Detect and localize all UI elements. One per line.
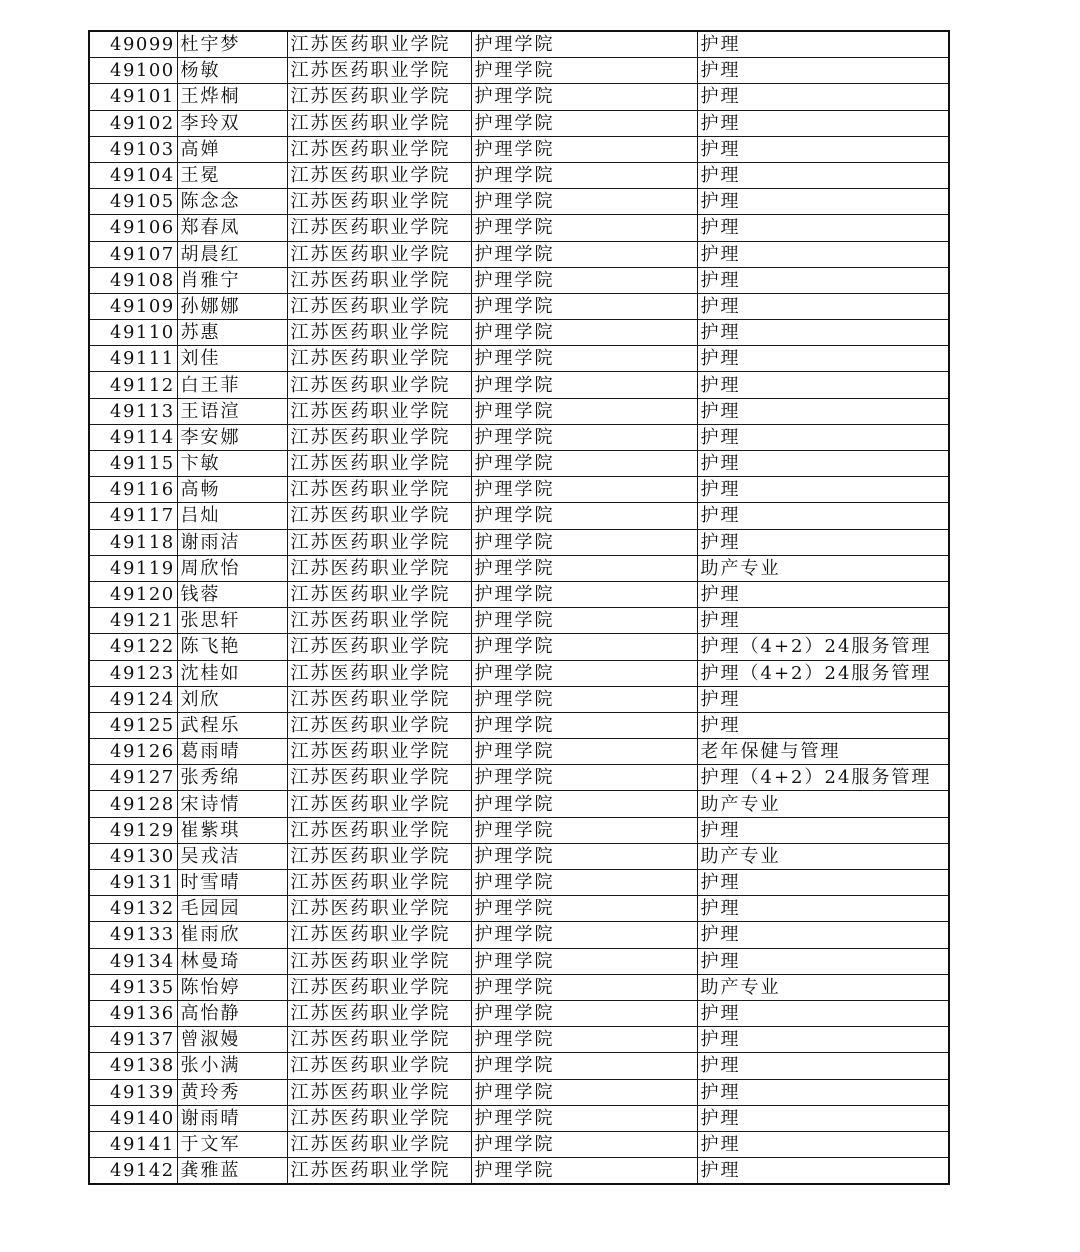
table-row [89,320,949,346]
school-cell: 江苏医药职业学院 [287,843,471,869]
student-number-cell: 49117 [89,503,177,529]
major-cell: 护理 [697,84,949,110]
college-cell: 护理学院 [471,817,697,843]
major-cell: 护理 [697,1000,949,1026]
table-row [89,974,949,1000]
student-name-cell: 吕灿 [177,503,287,529]
major-cell: 护理 [697,712,949,738]
major-cell: 护理 [697,686,949,712]
student-name-cell: 胡晨红 [177,241,287,267]
table-row [89,1158,949,1185]
table-row [89,136,949,162]
school-cell: 江苏医药职业学院 [287,739,471,765]
student-number-cell: 49133 [89,922,177,948]
major-cell: 护理 [697,372,949,398]
college-cell: 护理学院 [471,896,697,922]
student-number-cell: 49141 [89,1131,177,1157]
major-cell: 护理 [697,896,949,922]
school-cell: 江苏医药职业学院 [287,1000,471,1026]
student-name-cell: 王冕 [177,162,287,188]
major-cell: 护理 [697,581,949,607]
school-cell: 江苏医药职业学院 [287,712,471,738]
table-row [89,84,949,110]
student-name-cell: 王语渲 [177,398,287,424]
student-number-cell: 49115 [89,451,177,477]
college-cell: 护理学院 [471,293,697,319]
college-cell: 护理学院 [471,529,697,555]
student-name-cell: 陈念念 [177,189,287,215]
student-name-cell: 张秀绵 [177,765,287,791]
school-cell: 江苏医药职业学院 [287,398,471,424]
college-cell: 护理学院 [471,215,697,241]
college-cell: 护理学院 [471,136,697,162]
college-cell: 护理学院 [471,267,697,293]
college-cell: 护理学院 [471,451,697,477]
student-name-cell: 曾淑嫚 [177,1027,287,1053]
school-cell: 江苏医药职业学院 [287,765,471,791]
student-name-cell: 高婵 [177,136,287,162]
school-cell: 江苏医药职业学院 [287,870,471,896]
student-number-cell: 49132 [89,896,177,922]
school-cell: 江苏医药职业学院 [287,1131,471,1157]
student-number-cell: 49139 [89,1079,177,1105]
school-cell: 江苏医药职业学院 [287,31,471,58]
student-name-cell: 谢雨洁 [177,529,287,555]
student-number-cell: 49134 [89,948,177,974]
student-number-cell: 49120 [89,581,177,607]
student-name-cell: 王烨桐 [177,84,287,110]
student-name-cell: 黄玲秀 [177,1079,287,1105]
table-row [89,608,949,634]
major-cell: 护理 [697,215,949,241]
student-name-cell: 陈怡婷 [177,974,287,1000]
student-name-cell: 高怡静 [177,1000,287,1026]
table-row [89,215,949,241]
student-name-cell: 李安娜 [177,424,287,450]
student-name-cell: 陈飞艳 [177,634,287,660]
student-number-cell: 49119 [89,555,177,581]
student-number-cell: 49104 [89,162,177,188]
college-cell: 护理学院 [471,608,697,634]
table-row [89,189,949,215]
school-cell: 江苏医药职业学院 [287,608,471,634]
student-number-cell: 49128 [89,791,177,817]
table-row [89,398,949,424]
college-cell: 护理学院 [471,31,697,58]
college-cell: 护理学院 [471,1027,697,1053]
student-number-cell: 49123 [89,660,177,686]
school-cell: 江苏医药职业学院 [287,817,471,843]
major-cell: 护理 [697,870,949,896]
table-row [89,110,949,136]
college-cell: 护理学院 [471,712,697,738]
table-row [89,634,949,660]
school-cell: 江苏医药职业学院 [287,267,471,293]
table-row [89,293,949,319]
major-cell: 护理 [697,529,949,555]
table-row [89,1053,949,1079]
school-cell: 江苏医药职业学院 [287,948,471,974]
student-number-cell: 49126 [89,739,177,765]
student-name-cell: 郑春凤 [177,215,287,241]
student-number-cell: 49130 [89,843,177,869]
school-cell: 江苏医药职业学院 [287,503,471,529]
student-number-cell: 49129 [89,817,177,843]
school-cell: 江苏医药职业学院 [287,791,471,817]
school-cell: 江苏医药职业学院 [287,581,471,607]
college-cell: 护理学院 [471,1131,697,1157]
student-number-cell: 49138 [89,1053,177,1079]
college-cell: 护理学院 [471,948,697,974]
table-row [89,843,949,869]
student-number-cell: 49127 [89,765,177,791]
student-number-cell: 49125 [89,712,177,738]
school-cell: 江苏医药职业学院 [287,241,471,267]
student-name-cell: 毛园园 [177,896,287,922]
college-cell: 护理学院 [471,1158,697,1185]
school-cell: 江苏医药职业学院 [287,555,471,581]
student-name-cell: 卞敏 [177,451,287,477]
major-cell: 护理 [697,1158,949,1185]
major-cell: 护理 [697,110,949,136]
table-row [89,791,949,817]
student-name-cell: 孙娜娜 [177,293,287,319]
student-number-cell: 49103 [89,136,177,162]
school-cell: 江苏医药职业学院 [287,136,471,162]
student-number-cell: 49124 [89,686,177,712]
student-name-cell: 肖雅宁 [177,267,287,293]
student-number-cell: 49137 [89,1027,177,1053]
major-cell: 护理 [697,320,949,346]
student-name-cell: 龚雅蓝 [177,1158,287,1185]
table-row [89,581,949,607]
student-name-cell: 钱蓉 [177,581,287,607]
student-name-cell: 杨敏 [177,58,287,84]
table-row [89,870,949,896]
table-row [89,31,949,58]
school-cell: 江苏医药职业学院 [287,215,471,241]
college-cell: 护理学院 [471,870,697,896]
table-row [89,1079,949,1105]
major-cell: 护理 [697,189,949,215]
college-cell: 护理学院 [471,162,697,188]
school-cell: 江苏医药职业学院 [287,634,471,660]
school-cell: 江苏医药职业学院 [287,1027,471,1053]
school-cell: 江苏医药职业学院 [287,477,471,503]
table-row [89,555,949,581]
college-cell: 护理学院 [471,424,697,450]
student-number-cell: 49121 [89,608,177,634]
table-row [89,346,949,372]
school-cell: 江苏医药职业学院 [287,1158,471,1185]
student-name-cell: 苏惠 [177,320,287,346]
student-number-cell: 49118 [89,529,177,555]
student-name-cell: 崔雨欣 [177,922,287,948]
major-cell: 助产专业 [697,974,949,1000]
student-number-cell: 49140 [89,1105,177,1131]
school-cell: 江苏医药职业学院 [287,660,471,686]
table-row [89,817,949,843]
table-row [89,267,949,293]
school-cell: 江苏医药职业学院 [287,922,471,948]
college-cell: 护理学院 [471,686,697,712]
school-cell: 江苏医药职业学院 [287,84,471,110]
student-number-cell: 49114 [89,424,177,450]
college-cell: 护理学院 [471,58,697,84]
school-cell: 江苏医药职业学院 [287,686,471,712]
school-cell: 江苏医药职业学院 [287,424,471,450]
table-row [89,1131,949,1157]
major-cell: 护理 [697,267,949,293]
student-name-cell: 谢雨晴 [177,1105,287,1131]
school-cell: 江苏医药职业学院 [287,1105,471,1131]
student-name-cell: 高畅 [177,477,287,503]
major-cell: 助产专业 [697,791,949,817]
college-cell: 护理学院 [471,189,697,215]
student-name-cell: 武程乐 [177,712,287,738]
major-cell: 护理（4+2）24服务管理 [697,660,949,686]
major-cell: 护理 [697,817,949,843]
table-row [89,503,949,529]
major-cell: 护理 [697,241,949,267]
student-number-cell: 49106 [89,215,177,241]
student-number-cell: 49136 [89,1000,177,1026]
student-number-cell: 49102 [89,110,177,136]
student-name-cell: 刘佳 [177,346,287,372]
student-number-cell: 49110 [89,320,177,346]
table-row [89,372,949,398]
student-name-cell: 吴戎洁 [177,843,287,869]
student-name-cell: 林曼琦 [177,948,287,974]
college-cell: 护理学院 [471,581,697,607]
school-cell: 江苏医药职业学院 [287,372,471,398]
school-cell: 江苏医药职业学院 [287,293,471,319]
table-row [89,896,949,922]
major-cell: 护理 [697,1131,949,1157]
student-name-cell: 时雪晴 [177,870,287,896]
major-cell: 护理（4+2）24服务管理 [697,765,949,791]
student-name-cell: 于文军 [177,1131,287,1157]
college-cell: 护理学院 [471,372,697,398]
major-cell: 护理 [697,1105,949,1131]
college-cell: 护理学院 [471,503,697,529]
table-row [89,529,949,555]
table-row [89,241,949,267]
student-number-cell: 49108 [89,267,177,293]
student-name-cell: 杜宇梦 [177,31,287,58]
college-cell: 护理学院 [471,110,697,136]
student-name-cell: 周欣怡 [177,555,287,581]
student-number-cell: 49111 [89,346,177,372]
table-row [89,922,949,948]
major-cell: 护理 [697,346,949,372]
student-name-cell: 张小满 [177,1053,287,1079]
table-row [89,162,949,188]
table-row [89,948,949,974]
table-row [89,477,949,503]
major-cell: 护理 [697,1079,949,1105]
school-cell: 江苏医药职业学院 [287,974,471,1000]
school-cell: 江苏医药职业学院 [287,896,471,922]
major-cell: 护理 [697,58,949,84]
school-cell: 江苏医药职业学院 [287,529,471,555]
student-name-cell: 葛雨晴 [177,739,287,765]
student-name-cell: 沈桂如 [177,660,287,686]
major-cell: 护理 [697,424,949,450]
table-row [89,686,949,712]
college-cell: 护理学院 [471,477,697,503]
table-row [89,1105,949,1131]
major-cell: 护理 [697,1053,949,1079]
student-number-cell: 49105 [89,189,177,215]
college-cell: 护理学院 [471,922,697,948]
table-row [89,58,949,84]
student-number-cell: 49116 [89,477,177,503]
school-cell: 江苏医药职业学院 [287,1053,471,1079]
college-cell: 护理学院 [471,1105,697,1131]
college-cell: 护理学院 [471,1053,697,1079]
student-list-table [88,30,950,1185]
major-cell: 护理 [697,293,949,319]
school-cell: 江苏医药职业学院 [287,189,471,215]
school-cell: 江苏医药职业学院 [287,58,471,84]
school-cell: 江苏医药职业学院 [287,320,471,346]
major-cell: 护理 [697,398,949,424]
major-cell: 护理 [697,922,949,948]
school-cell: 江苏医药职业学院 [287,346,471,372]
college-cell: 护理学院 [471,739,697,765]
student-name-cell: 白王菲 [177,372,287,398]
table-body [89,31,949,1184]
major-cell: 护理 [697,31,949,58]
table-row [89,1000,949,1026]
major-cell: 护理 [697,162,949,188]
student-name-cell: 李玲双 [177,110,287,136]
major-cell: 老年保健与管理 [697,739,949,765]
student-number-cell: 49109 [89,293,177,319]
student-name-cell: 刘欣 [177,686,287,712]
major-cell: 护理 [697,503,949,529]
student-number-cell: 49107 [89,241,177,267]
college-cell: 护理学院 [471,346,697,372]
college-cell: 护理学院 [471,1079,697,1105]
school-cell: 江苏医药职业学院 [287,110,471,136]
major-cell: 护理 [697,1027,949,1053]
table-row [89,451,949,477]
major-cell: 护理 [697,136,949,162]
table-row [89,660,949,686]
table-row [89,1027,949,1053]
student-number-cell: 49100 [89,58,177,84]
table-row [89,712,949,738]
major-cell: 护理 [697,451,949,477]
student-number-cell: 49112 [89,372,177,398]
student-number-cell: 49099 [89,31,177,58]
college-cell: 护理学院 [471,634,697,660]
major-cell: 护理 [697,948,949,974]
student-number-cell: 49131 [89,870,177,896]
table-row [89,765,949,791]
student-name-cell: 宋诗情 [177,791,287,817]
college-cell: 护理学院 [471,843,697,869]
major-cell: 护理 [697,477,949,503]
student-number-cell: 49113 [89,398,177,424]
college-cell: 护理学院 [471,84,697,110]
student-name-cell: 崔紫琪 [177,817,287,843]
table-row [89,424,949,450]
student-number-cell: 49122 [89,634,177,660]
college-cell: 护理学院 [471,1000,697,1026]
college-cell: 护理学院 [471,791,697,817]
student-name-cell: 张思轩 [177,608,287,634]
college-cell: 护理学院 [471,555,697,581]
student-number-cell: 49142 [89,1158,177,1185]
college-cell: 护理学院 [471,320,697,346]
major-cell: 助产专业 [697,843,949,869]
major-cell: 护理（4+2）24服务管理 [697,634,949,660]
student-number-cell: 49101 [89,84,177,110]
school-cell: 江苏医药职业学院 [287,1079,471,1105]
college-cell: 护理学院 [471,765,697,791]
student-number-cell: 49135 [89,974,177,1000]
school-cell: 江苏医药职业学院 [287,162,471,188]
school-cell: 江苏医药职业学院 [287,451,471,477]
college-cell: 护理学院 [471,241,697,267]
major-cell: 护理 [697,608,949,634]
college-cell: 护理学院 [471,974,697,1000]
college-cell: 护理学院 [471,660,697,686]
table-row [89,739,949,765]
college-cell: 护理学院 [471,398,697,424]
major-cell: 助产专业 [697,555,949,581]
